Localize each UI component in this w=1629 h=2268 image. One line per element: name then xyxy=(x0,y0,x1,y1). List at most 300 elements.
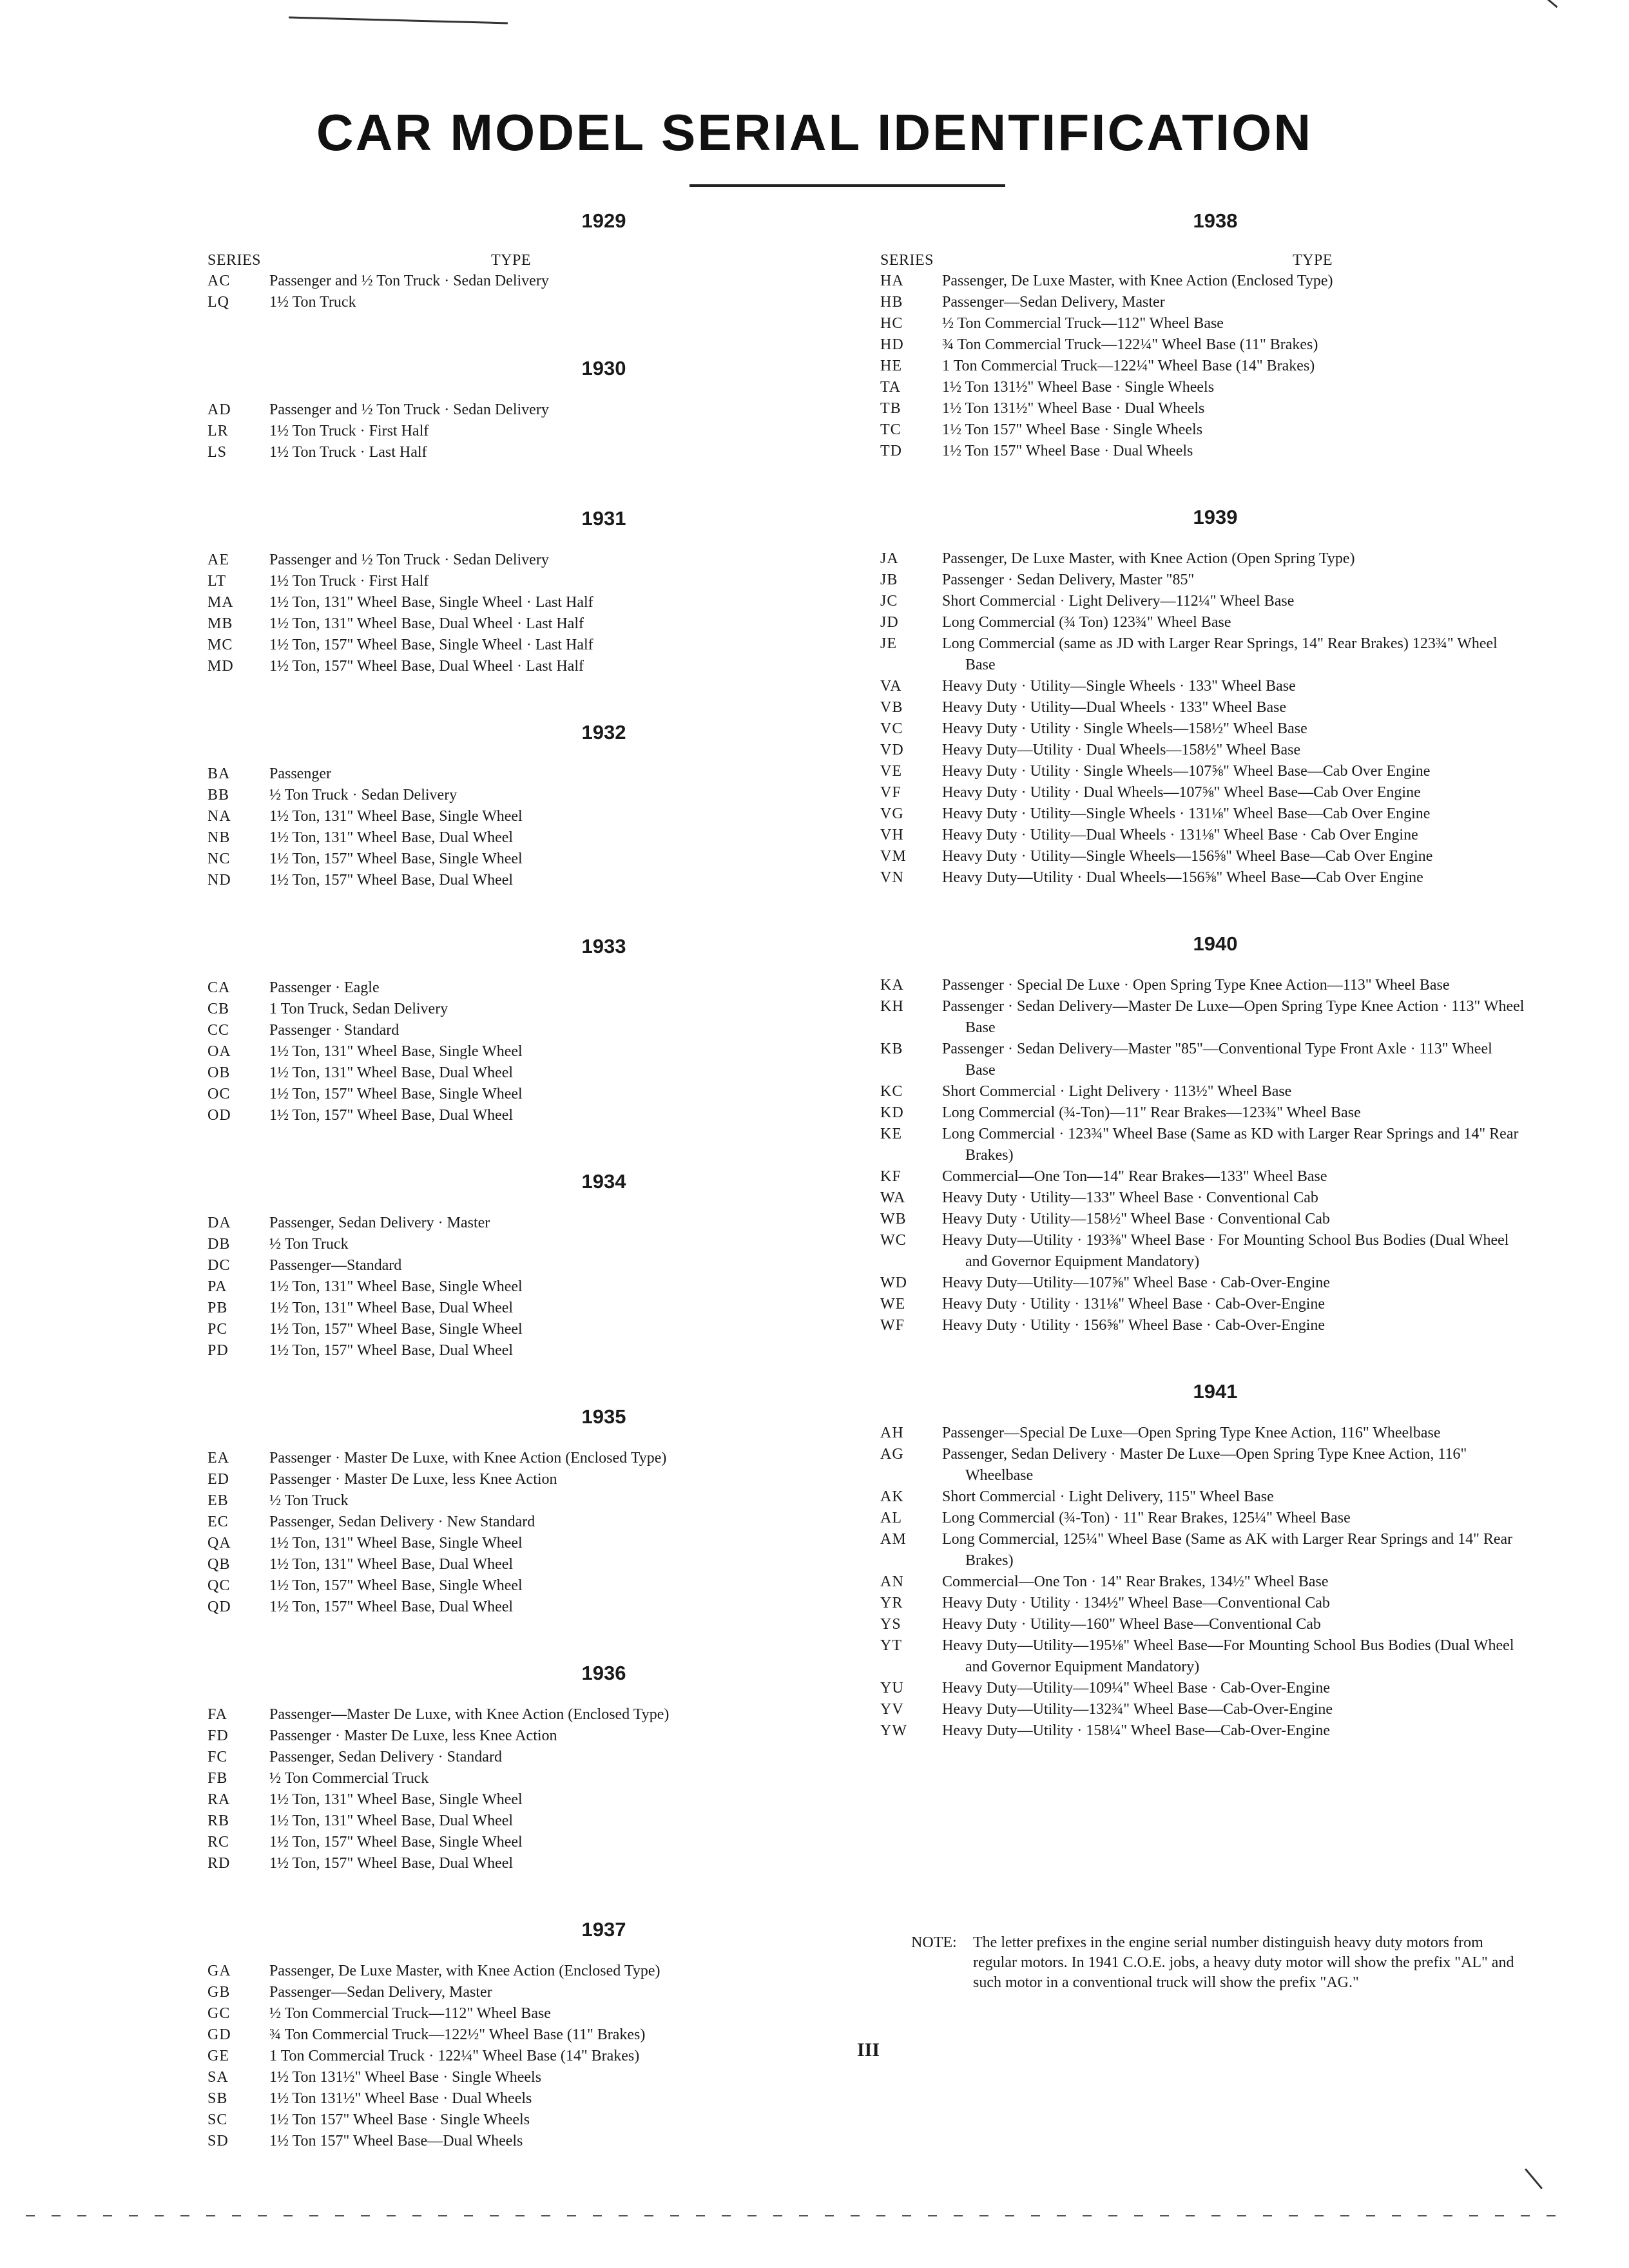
series-code: AL xyxy=(880,1510,902,1526)
series-row xyxy=(207,764,903,785)
series-type-description: Heavy Duty · Utility—133" Wheel Base · Conventional Cab xyxy=(942,1189,1318,1206)
series-code: PB xyxy=(207,1300,228,1316)
series-code: WB xyxy=(880,1211,907,1227)
series-code: OB xyxy=(207,1064,231,1081)
series-column-header: SERIES xyxy=(880,252,934,269)
series-type-description: 1½ Ton, 131" Wheel Base, Single Wheel xyxy=(269,1278,523,1295)
series-type-description: ½ Ton Truck · Sedan Delivery xyxy=(269,787,458,803)
series-type-description: 1½ Ton Truck xyxy=(269,294,356,311)
series-row xyxy=(880,1187,1525,1209)
scan-artifact-mark xyxy=(289,17,508,24)
series-type-description: 1½ Ton, 157" Wheel Base, Dual Wheel xyxy=(269,872,514,889)
scan-artifact-line xyxy=(26,2215,1559,2216)
series-row xyxy=(880,570,1525,591)
series-row xyxy=(880,782,1525,803)
series-code: VC xyxy=(880,720,903,737)
series-row xyxy=(207,1554,903,1575)
series-row xyxy=(880,825,1525,846)
series-row xyxy=(207,1084,903,1105)
series-row xyxy=(880,1635,1525,1678)
type-column-header: TYPE xyxy=(491,252,531,269)
series-code: SB xyxy=(207,2090,228,2107)
series-type-description: 1½ Ton 131½" Wheel Base · Single Wheels xyxy=(269,2069,542,2086)
year-heading: 1940 xyxy=(1193,932,1238,955)
series-row xyxy=(207,1789,903,1811)
series-type-description: Passenger · Master De Luxe, less Knee Action xyxy=(269,1471,557,1488)
series-type-description: Heavy Duty · Utility · Single Wheels—107⅝" Wheel Base—Cab Over Engine xyxy=(942,763,1431,780)
series-type-description: 1½ Ton, 157" Wheel Base, Dual Wheel · Last Half xyxy=(269,658,584,675)
year-section-1934 xyxy=(207,1170,903,1361)
series-row xyxy=(880,718,1525,740)
series-row xyxy=(207,1319,903,1340)
series-row xyxy=(880,591,1525,612)
series-type-description: Heavy Duty · Utility—Single Wheels · 131⅛" Wheel Base—Cab Over Engine xyxy=(942,805,1431,822)
series-row xyxy=(880,292,1525,313)
series-row xyxy=(207,999,903,1020)
series-row xyxy=(207,1062,903,1084)
series-type-description: 1½ Ton, 131" Wheel Base, Single Wheel xyxy=(269,1791,523,1808)
series-row xyxy=(207,870,903,891)
series-type-description: Heavy Duty · Utility—Dual Wheels · 133" Wheel Base xyxy=(942,699,1287,716)
series-list xyxy=(207,271,903,313)
series-code: HE xyxy=(880,358,902,374)
series-code: SA xyxy=(207,2069,229,2086)
series-row xyxy=(207,1276,903,1298)
series-type-description: ½ Ton Commercial Truck—112" Wheel Base xyxy=(942,315,1224,332)
series-type-description: Long Commercial (same as JD with Larger Rear Springs, 14" Rear Brakes) 123¾" Wheel Base xyxy=(942,635,1498,673)
series-code: HC xyxy=(880,315,903,332)
series-row xyxy=(880,697,1525,718)
series-type-description: Commercial—One Ton—14" Rear Brakes—133" Wheel Base xyxy=(942,1168,1327,1185)
series-code: BB xyxy=(207,787,230,803)
series-code: VF xyxy=(880,784,901,801)
series-code: MD xyxy=(207,658,234,675)
series-code: CB xyxy=(207,1001,230,1017)
series-code: GC xyxy=(207,2005,231,2022)
series-row xyxy=(207,1512,903,1533)
series-code: VN xyxy=(880,869,904,886)
year-heading: 1935 xyxy=(581,1405,626,1428)
series-type-description: Passenger, Sedan Delivery · Master xyxy=(269,1215,490,1231)
series-code: MB xyxy=(207,615,233,632)
series-type-description: 1½ Ton 131½" Wheel Base · Dual Wheels xyxy=(942,400,1205,417)
series-row xyxy=(207,2024,903,2046)
series-code: AK xyxy=(880,1488,904,1505)
series-code: GD xyxy=(207,2026,231,2043)
series-row xyxy=(207,1255,903,1276)
series-row xyxy=(880,1678,1525,1699)
series-row xyxy=(207,1597,903,1618)
series-code: QA xyxy=(207,1535,231,1552)
series-code: EB xyxy=(207,1492,229,1509)
series-code: RD xyxy=(207,1855,231,1872)
year-section-1933 xyxy=(207,935,903,1126)
series-code: WE xyxy=(880,1296,906,1312)
series-type-description: 1½ Ton, 131" Wheel Base, Single Wheel xyxy=(269,1535,523,1552)
year-section-1938 xyxy=(880,209,1525,462)
series-row xyxy=(207,827,903,849)
scan-artifact-mark xyxy=(1525,2168,1543,2189)
series-row xyxy=(207,550,903,571)
footnote-text: The letter prefixes in the engine serial number distinguish heavy duty motors from regular motors. In 1941 C.O.E. jobs, a heavy duty motor will show the prefix "AL" and such motor in a conventional truck will show the prefix "AG." xyxy=(973,1934,1514,1991)
series-row xyxy=(880,1273,1525,1294)
series-type-description: Long Commercial, 125¼" Wheel Base (Same as AK with Larger Rear Springs and 14" Rear Brakes) xyxy=(942,1531,1513,1569)
year-heading: 1941 xyxy=(1193,1380,1238,1403)
series-row xyxy=(880,1039,1525,1081)
series-row xyxy=(880,1124,1525,1166)
series-row xyxy=(880,313,1525,334)
series-row xyxy=(207,2046,903,2067)
series-type-description: 1½ Ton 131½" Wheel Base · Dual Wheels xyxy=(269,2090,532,2107)
series-code: SD xyxy=(207,2133,229,2149)
series-code: SC xyxy=(207,2111,228,2128)
series-type-description: Heavy Duty · Utility—Single Wheels—156⅝" Wheel Base—Cab Over Engine xyxy=(942,848,1433,865)
series-code: AD xyxy=(207,401,231,418)
series-row xyxy=(880,867,1525,889)
series-row xyxy=(207,1982,903,2003)
page-number: III xyxy=(857,2039,880,2061)
series-type-description: ¾ Ton Commercial Truck—122½" Wheel Base (11" Brakes) xyxy=(269,2026,646,2043)
series-type-description: 1½ Ton 131½" Wheel Base · Single Wheels xyxy=(942,379,1215,396)
series-row xyxy=(207,656,903,677)
series-row xyxy=(207,1105,903,1126)
series-code: VD xyxy=(880,742,904,758)
series-row xyxy=(207,571,903,592)
series-code: PC xyxy=(207,1321,228,1338)
series-row xyxy=(207,1747,903,1768)
series-type-description: Commercial—One Ton · 14" Rear Brakes, 134½" Wheel Base xyxy=(942,1573,1329,1590)
series-type-description: 1 Ton Commercial Truck · 122¼" Wheel Base (14" Brakes) xyxy=(269,2048,640,2064)
series-row xyxy=(207,592,903,613)
series-type-description: Heavy Duty—Utility · Dual Wheels—156⅝" Wheel Base—Cab Over Engine xyxy=(942,869,1423,886)
series-type-description: Heavy Duty—Utility · 193⅜" Wheel Base · For Mounting School Bus Bodies (Dual Wheel and Governor Equipment Mandatory) xyxy=(942,1232,1509,1270)
series-code: VA xyxy=(880,678,902,695)
series-type-description: Heavy Duty · Utility—160" Wheel Base—Conventional Cab xyxy=(942,1616,1321,1633)
series-row xyxy=(880,740,1525,761)
series-type-description: 1½ Ton 157" Wheel Base · Single Wheels xyxy=(269,2111,530,2128)
year-section-1935 xyxy=(207,1405,903,1618)
year-heading: 1933 xyxy=(581,935,626,957)
type-column-header: TYPE xyxy=(1293,252,1333,269)
series-type-description: 1½ Ton, 157" Wheel Base, Dual Wheel xyxy=(269,1107,514,1124)
series-list xyxy=(207,1213,903,1361)
series-type-description: Heavy Duty—Utility—107⅝" Wheel Base · Cab-Over-Engine xyxy=(942,1274,1331,1291)
series-code: QD xyxy=(207,1599,231,1615)
series-code: EA xyxy=(207,1450,229,1466)
title-underline xyxy=(689,184,1005,187)
year-heading: 1931 xyxy=(581,507,626,530)
series-row xyxy=(207,1853,903,1874)
series-row xyxy=(207,849,903,870)
series-row xyxy=(207,1832,903,1853)
series-code: AG xyxy=(880,1446,904,1463)
series-row xyxy=(880,1166,1525,1187)
series-code: AH xyxy=(880,1425,904,1441)
series-list xyxy=(880,975,1525,1336)
series-type-description: Passenger, Sedan Delivery · Standard xyxy=(269,1749,502,1765)
series-code: WC xyxy=(880,1232,907,1249)
series-column-header: SERIES xyxy=(207,252,262,269)
series-type-description: ½ Ton Commercial Truck—112" Wheel Base xyxy=(269,2005,551,2022)
series-type-description: Passenger and ½ Ton Truck · Sedan Delivery xyxy=(269,401,549,418)
series-code: JE xyxy=(880,635,897,652)
series-code: NA xyxy=(207,808,231,825)
series-row xyxy=(207,977,903,999)
year-heading: 1938 xyxy=(1193,209,1238,232)
series-code: KC xyxy=(880,1083,903,1100)
footnote xyxy=(911,1933,1523,1993)
series-type-description: 1 Ton Commercial Truck—122¼" Wheel Base (14" Brakes) xyxy=(942,358,1315,374)
series-row xyxy=(207,1704,903,1725)
series-row xyxy=(207,1041,903,1062)
series-type-description: 1 Ton Truck, Sedan Delivery xyxy=(269,1001,448,1017)
series-code: NC xyxy=(207,850,231,867)
series-row xyxy=(207,399,903,421)
series-type-description: ½ Ton Truck xyxy=(269,1236,349,1253)
series-type-description: 1½ Ton, 157" Wheel Base, Single Wheel xyxy=(269,850,523,867)
series-type-description: 1½ Ton, 157" Wheel Base, Single Wheel xyxy=(269,1086,523,1102)
series-code: YW xyxy=(880,1722,907,1739)
series-row xyxy=(880,1209,1525,1230)
series-code: ND xyxy=(207,872,231,889)
series-code: EC xyxy=(207,1514,229,1530)
series-code: VH xyxy=(880,827,904,843)
series-code: VM xyxy=(880,848,907,865)
series-code: YV xyxy=(880,1701,904,1718)
series-type-description: Passenger · Master De Luxe, less Knee Action xyxy=(269,1727,557,1744)
series-row xyxy=(880,1294,1525,1315)
series-code: KA xyxy=(880,977,904,994)
series-type-description: 1½ Ton, 157" Wheel Base, Single Wheel · Last Half xyxy=(269,637,593,653)
series-type-description: Heavy Duty · Utility · 131⅛" Wheel Base · Cab-Over-Engine xyxy=(942,1296,1325,1312)
series-code: JD xyxy=(880,614,899,631)
series-type-description: ½ Ton Truck xyxy=(269,1492,349,1509)
series-type-description: Passenger—Master De Luxe, with Knee Action (Enclosed Type) xyxy=(269,1706,670,1723)
series-row xyxy=(207,442,903,463)
series-code: BA xyxy=(207,765,231,782)
series-row xyxy=(207,1575,903,1597)
series-list xyxy=(207,977,903,1126)
series-type-description: Heavy Duty—Utility · Dual Wheels—158½" Wheel Base xyxy=(942,742,1301,758)
series-type-description: Passenger · Special De Luxe · Open Spring Type Knee Action—113" Wheel Base xyxy=(942,977,1450,994)
series-code: KF xyxy=(880,1168,901,1185)
series-row xyxy=(880,1571,1525,1593)
series-row xyxy=(880,1315,1525,1336)
series-code: PD xyxy=(207,1342,229,1359)
series-code: YU xyxy=(880,1680,904,1696)
series-type-description: 1½ Ton, 157" Wheel Base, Single Wheel xyxy=(269,1321,523,1338)
series-code: WD xyxy=(880,1274,907,1291)
series-row xyxy=(880,398,1525,419)
series-list xyxy=(207,1704,903,1874)
series-type-description: Heavy Duty—Utility—109¼" Wheel Base · Cab-Over-Engine xyxy=(942,1680,1331,1696)
series-type-description: 1½ Ton 157" Wheel Base · Single Wheels xyxy=(942,421,1203,438)
series-code: MC xyxy=(207,637,233,653)
page-title: CAR MODEL SERIAL IDENTIFICATION xyxy=(316,104,1313,161)
series-list xyxy=(880,271,1525,462)
series-row xyxy=(880,548,1525,570)
series-code: RB xyxy=(207,1812,230,1829)
series-code: LR xyxy=(207,423,229,439)
series-code: AN xyxy=(880,1573,904,1590)
series-type-description: Passenger—Sedan Delivery, Master xyxy=(942,294,1165,311)
series-code: KB xyxy=(880,1041,903,1057)
column-header-row xyxy=(880,252,1525,269)
series-code: CC xyxy=(207,1022,230,1039)
series-type-description: Short Commercial · Light Delivery, 115" Wheel Base xyxy=(942,1488,1274,1505)
series-code: FB xyxy=(207,1770,228,1787)
series-type-description: Passenger—Standard xyxy=(269,1257,402,1274)
year-heading: 1936 xyxy=(581,1662,626,1684)
series-code: JA xyxy=(880,550,899,567)
series-type-description: Short Commercial · Light Delivery · 113½" Wheel Base xyxy=(942,1083,1292,1100)
series-code: GE xyxy=(207,2048,229,2064)
series-type-description: 1½ Ton Truck · First Half xyxy=(269,573,429,590)
year-section-1941 xyxy=(880,1380,1525,1742)
series-code: AM xyxy=(880,1531,907,1548)
series-type-description: Passenger · Sedan Delivery, Master "85" xyxy=(942,572,1195,588)
series-type-description: Passenger · Master De Luxe, with Knee Action (Enclosed Type) xyxy=(269,1450,667,1466)
series-code: TB xyxy=(880,400,901,417)
series-type-description: Heavy Duty · Utility · 156⅝" Wheel Base · Cab-Over-Engine xyxy=(942,1317,1325,1334)
series-row xyxy=(880,1423,1525,1444)
series-type-description: Passenger and ½ Ton Truck · Sedan Delivery xyxy=(269,552,549,568)
series-type-description: 1½ Ton, 131" Wheel Base, Dual Wheel xyxy=(269,1064,514,1081)
series-type-description: 1½ Ton, 131" Wheel Base, Single Wheel xyxy=(269,1043,523,1060)
series-code: HD xyxy=(880,336,904,353)
series-code: FA xyxy=(207,1706,227,1723)
series-code: WF xyxy=(880,1317,905,1334)
series-type-description: 1½ Ton, 131" Wheel Base, Dual Wheel xyxy=(269,829,514,846)
year-section-1940 xyxy=(880,932,1525,1336)
series-code: JB xyxy=(880,572,898,588)
series-type-description: Heavy Duty—Utility—195⅛" Wheel Base—For Mounting School Bus Bodies (Dual Wheel and Governor Equipment Mandatory) xyxy=(942,1637,1514,1675)
series-type-description: Passenger xyxy=(269,765,331,782)
series-row xyxy=(207,785,903,806)
series-type-description: 1½ Ton, 157" Wheel Base, Dual Wheel xyxy=(269,1599,514,1615)
series-type-description: Heavy Duty · Utility · Single Wheels—158½" Wheel Base xyxy=(942,720,1307,737)
year-section-1936 xyxy=(207,1662,903,1874)
series-code: YR xyxy=(880,1595,903,1611)
series-row xyxy=(207,1490,903,1512)
series-row xyxy=(880,441,1525,462)
series-type-description: Passenger · Standard xyxy=(269,1022,400,1039)
series-type-description: Passenger · Eagle xyxy=(269,979,380,996)
series-row xyxy=(207,635,903,656)
series-code: LQ xyxy=(207,294,229,311)
series-code: GA xyxy=(207,1963,231,1979)
series-type-description: Passenger, De Luxe Master, with Knee Action (Open Spring Type) xyxy=(942,550,1355,567)
year-section-1939 xyxy=(880,506,1525,889)
series-code: LT xyxy=(207,573,227,590)
series-row xyxy=(207,613,903,635)
series-code: KH xyxy=(880,998,904,1015)
series-type-description: Passenger, Sedan Delivery · New Standard xyxy=(269,1514,535,1530)
series-row xyxy=(207,1020,903,1041)
series-type-description: 1½ Ton, 131" Wheel Base, Dual Wheel xyxy=(269,1556,514,1573)
series-type-description: Passenger, Sedan Delivery · Master De Luxe—Open Spring Type Knee Action, 116" Wheelbase xyxy=(942,1446,1467,1484)
series-row xyxy=(207,2067,903,2088)
series-type-description: 1½ Ton, 131" Wheel Base, Dual Wheel · Last Half xyxy=(269,615,584,632)
series-row xyxy=(880,1081,1525,1102)
year-section-1930 xyxy=(207,357,903,463)
series-code: OC xyxy=(207,1086,231,1102)
series-code: DB xyxy=(207,1236,231,1253)
series-code: WA xyxy=(880,1189,906,1206)
series-type-description: 1½ Ton, 157" Wheel Base, Dual Wheel xyxy=(269,1855,514,1872)
series-code: CA xyxy=(207,979,231,996)
series-list xyxy=(207,1448,903,1618)
series-code: TA xyxy=(880,379,901,396)
series-type-description: Long Commercial (¾-Ton) · 11" Rear Brakes, 125¼" Wheel Base xyxy=(942,1510,1351,1526)
series-list xyxy=(207,1961,903,2152)
year-heading: 1937 xyxy=(581,1918,626,1941)
series-row xyxy=(880,356,1525,377)
series-code: MA xyxy=(207,594,234,611)
series-code: KD xyxy=(880,1104,904,1121)
series-row xyxy=(207,421,903,442)
series-row xyxy=(207,1469,903,1490)
series-code: AC xyxy=(207,273,231,289)
series-row xyxy=(880,633,1525,676)
series-row xyxy=(207,2109,903,2131)
series-code: TC xyxy=(880,421,901,438)
series-row xyxy=(207,292,903,313)
series-type-description: Passenger, De Luxe Master, with Knee Action (Enclosed Type) xyxy=(942,273,1333,289)
series-type-description: 1½ Ton, 131" Wheel Base, Dual Wheel xyxy=(269,1300,514,1316)
series-code: VE xyxy=(880,763,902,780)
series-type-description: Heavy Duty · Utility · 134½" Wheel Base—Conventional Cab xyxy=(942,1595,1330,1611)
series-type-description: Heavy Duty · Utility · Dual Wheels—107⅝" Wheel Base—Cab Over Engine xyxy=(942,784,1421,801)
series-type-description: 1½ Ton, 131" Wheel Base, Single Wheel · Last Half xyxy=(269,594,593,611)
series-row xyxy=(880,761,1525,782)
series-type-description: ½ Ton Commercial Truck xyxy=(269,1770,429,1787)
series-row xyxy=(880,676,1525,697)
series-code: HA xyxy=(880,273,904,289)
series-code: HB xyxy=(880,294,903,311)
series-type-description: 1½ Ton Truck · Last Half xyxy=(269,444,427,461)
series-row xyxy=(207,1340,903,1361)
series-code: OA xyxy=(207,1043,231,1060)
series-row xyxy=(207,2003,903,2024)
series-type-description: ¾ Ton Commercial Truck—122¼" Wheel Base (11" Brakes) xyxy=(942,336,1318,353)
series-type-description: 1½ Ton 157" Wheel Base—Dual Wheels xyxy=(269,2133,523,2149)
series-row xyxy=(880,1230,1525,1273)
series-row xyxy=(207,1961,903,1982)
series-code: QB xyxy=(207,1556,231,1573)
series-code: GB xyxy=(207,1984,231,2001)
series-code: VB xyxy=(880,699,903,716)
series-row xyxy=(880,1102,1525,1124)
series-code: TD xyxy=(880,443,902,459)
series-code: OD xyxy=(207,1107,231,1124)
year-section-1932 xyxy=(207,721,903,891)
series-code: YS xyxy=(880,1616,901,1633)
series-row xyxy=(880,996,1525,1039)
series-code: RA xyxy=(207,1791,231,1808)
left-column xyxy=(207,209,903,2196)
series-code: FC xyxy=(207,1749,228,1765)
series-type-description: Passenger · Sedan Delivery—Master "85"—Conventional Type Front Axle · 113" Wheel Base xyxy=(942,1041,1492,1079)
series-row xyxy=(207,1725,903,1747)
series-row xyxy=(880,271,1525,292)
series-type-description: 1½ Ton, 131" Wheel Base, Dual Wheel xyxy=(269,1812,514,1829)
series-row xyxy=(880,1486,1525,1508)
series-row xyxy=(880,1699,1525,1720)
series-type-description: Passenger and ½ Ton Truck · Sedan Delivery xyxy=(269,273,549,289)
series-type-description: Heavy Duty · Utility—Single Wheels · 133" Wheel Base xyxy=(942,678,1296,695)
series-code: QC xyxy=(207,1577,231,1594)
